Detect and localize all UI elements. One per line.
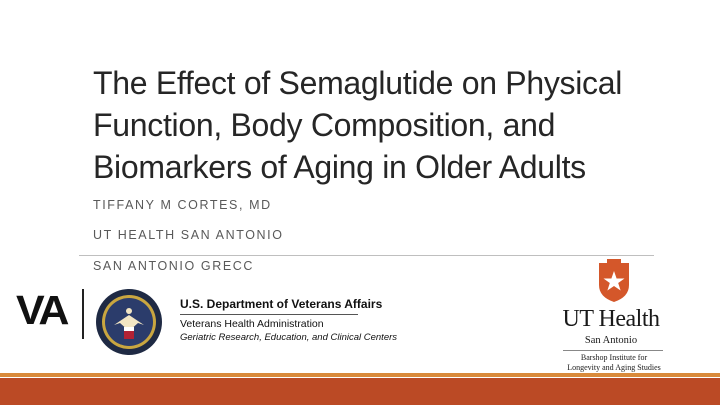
va-department: U.S. Department of Veterans Affairs	[180, 297, 383, 311]
ut-campus: San Antonio	[584, 335, 638, 346]
subtitle-institution: UT HEALTH SAN ANTONIO	[93, 228, 284, 242]
subtitle-center: SAN ANTONIO GRECC	[93, 259, 255, 273]
va-administration: Veterans Health Administration	[180, 318, 324, 330]
barshop-line1: Barshop Institute for	[580, 353, 648, 362]
divider	[79, 255, 654, 256]
footer-bar	[0, 378, 720, 405]
footer-accent-bar	[0, 373, 720, 377]
va-centers: Geriatric Research, Education, and Clinical Centers	[180, 332, 398, 343]
va-seal-icon	[94, 287, 164, 357]
ut-rule	[563, 350, 663, 351]
slide-title: The Effect of Semaglutide on Physical Function, Body Composition, and Biomarkers of Aging in Older Adults	[93, 65, 623, 185]
subtitle-author: TIFFANY M CORTES, MD	[93, 198, 272, 212]
ut-shield-star-icon	[597, 257, 631, 303]
va-rule	[180, 314, 358, 315]
va-mark: VA	[16, 287, 67, 333]
ut-health-name: UT Health	[562, 306, 660, 332]
barshop-line2: Longevity and Aging Studies	[567, 363, 661, 372]
va-divider	[82, 289, 84, 339]
